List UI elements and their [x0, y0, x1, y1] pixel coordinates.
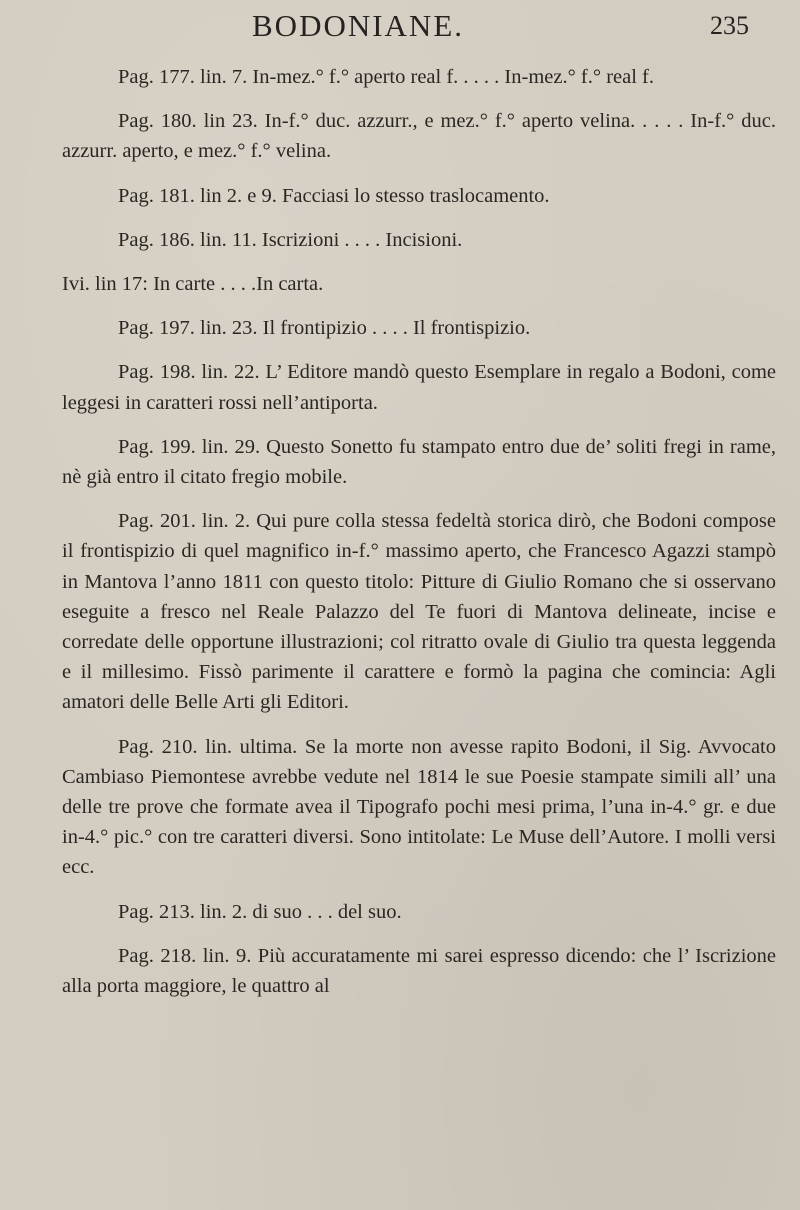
errata-entry: Pag. 181. lin 2. e 9. Facciasi lo stesso traslocamento.	[118, 184, 550, 207]
errata-entry: Ivi. lin 17: In carte . . . .In carta.	[62, 273, 324, 296]
errata-entry: Pag. 198. lin. 22. L’ Editore mandò questo Esemplare in regalo a Bodoni, come leggesi in caratteri rossi nell’antiporta.	[62, 361, 776, 414]
page-header	[0, 8, 800, 48]
errata-entry: Pag. 197. lin. 23. Il frontipizio . . . . Il frontispizio.	[118, 317, 531, 340]
errata-entry: Pag. 186. lin. 11. Iscrizioni . . . . Incisioni.	[118, 228, 463, 251]
errata-entry: Pag. 213. lin. 2. di suo . . . del suo.	[118, 900, 402, 923]
page-number: 235	[710, 11, 749, 40]
errata-entry: Pag. 180. lin 23. In-f.° duc. azzurr., e mez.° f.° aperto velina. . . . . In-f.° duc. azzurr. aperto, e mez.° f.° velina.	[62, 110, 776, 163]
errata-entry: Pag. 201. lin. 2. Qui pure colla stessa fedeltà storica dirò, che Bodoni compose il frontispizio di quel magnifico in-f.° massimo aperto, che Francesco Agazzi stampò in Mantova l’anno 1811 con questo titolo: Pitture di Giulio Romano che si osservano eseguite a fresco nel Reale Palazzo del Te fuori di Mantova delineate, incise e corredate delle opportune illustrazioni; col ritratto ovale di Giulio tra questa leggenda e il millesimo. Fissò parimente il carattere e formò la pagina che comincia: Agli amatori delle Belle Arti gli Editori.	[62, 510, 776, 714]
errata-entry: Pag. 210. lin. ultima. Se la morte non avesse rapito Bodoni, il Sig. Avvocato Cambiaso Piemontese avrebbe vedute nel 1814 le sue Poesie stampate simili all’ una delle tre prove che formate avea il Tipografo pochi mesi prima, l’una in-4.° gr. e due in-4.° pic.° con tre caratteri diversi. Sono intitolate: Le Muse dell’Autore. I molli versi ecc.	[62, 735, 776, 879]
errata-entry: Pag. 199. lin. 29. Questo Sonetto fu stampato entro due de’ soliti fregi in rame, nè già entro il citato fregio mobile.	[62, 435, 776, 489]
running-head: BODONIANE.	[252, 8, 465, 43]
errata-list	[62, 62, 776, 1015]
errata-entry: Pag. 218. lin. 9. Più accuratamente mi sarei espresso dicendo: che l’ Iscrizione alla porta maggiore, le quattro al	[62, 944, 776, 998]
errata-entry: Pag. 177. lin. 7. In-mez.° f.° aperto real f. . . . . In-mez.° f.° real f.	[118, 66, 654, 88]
